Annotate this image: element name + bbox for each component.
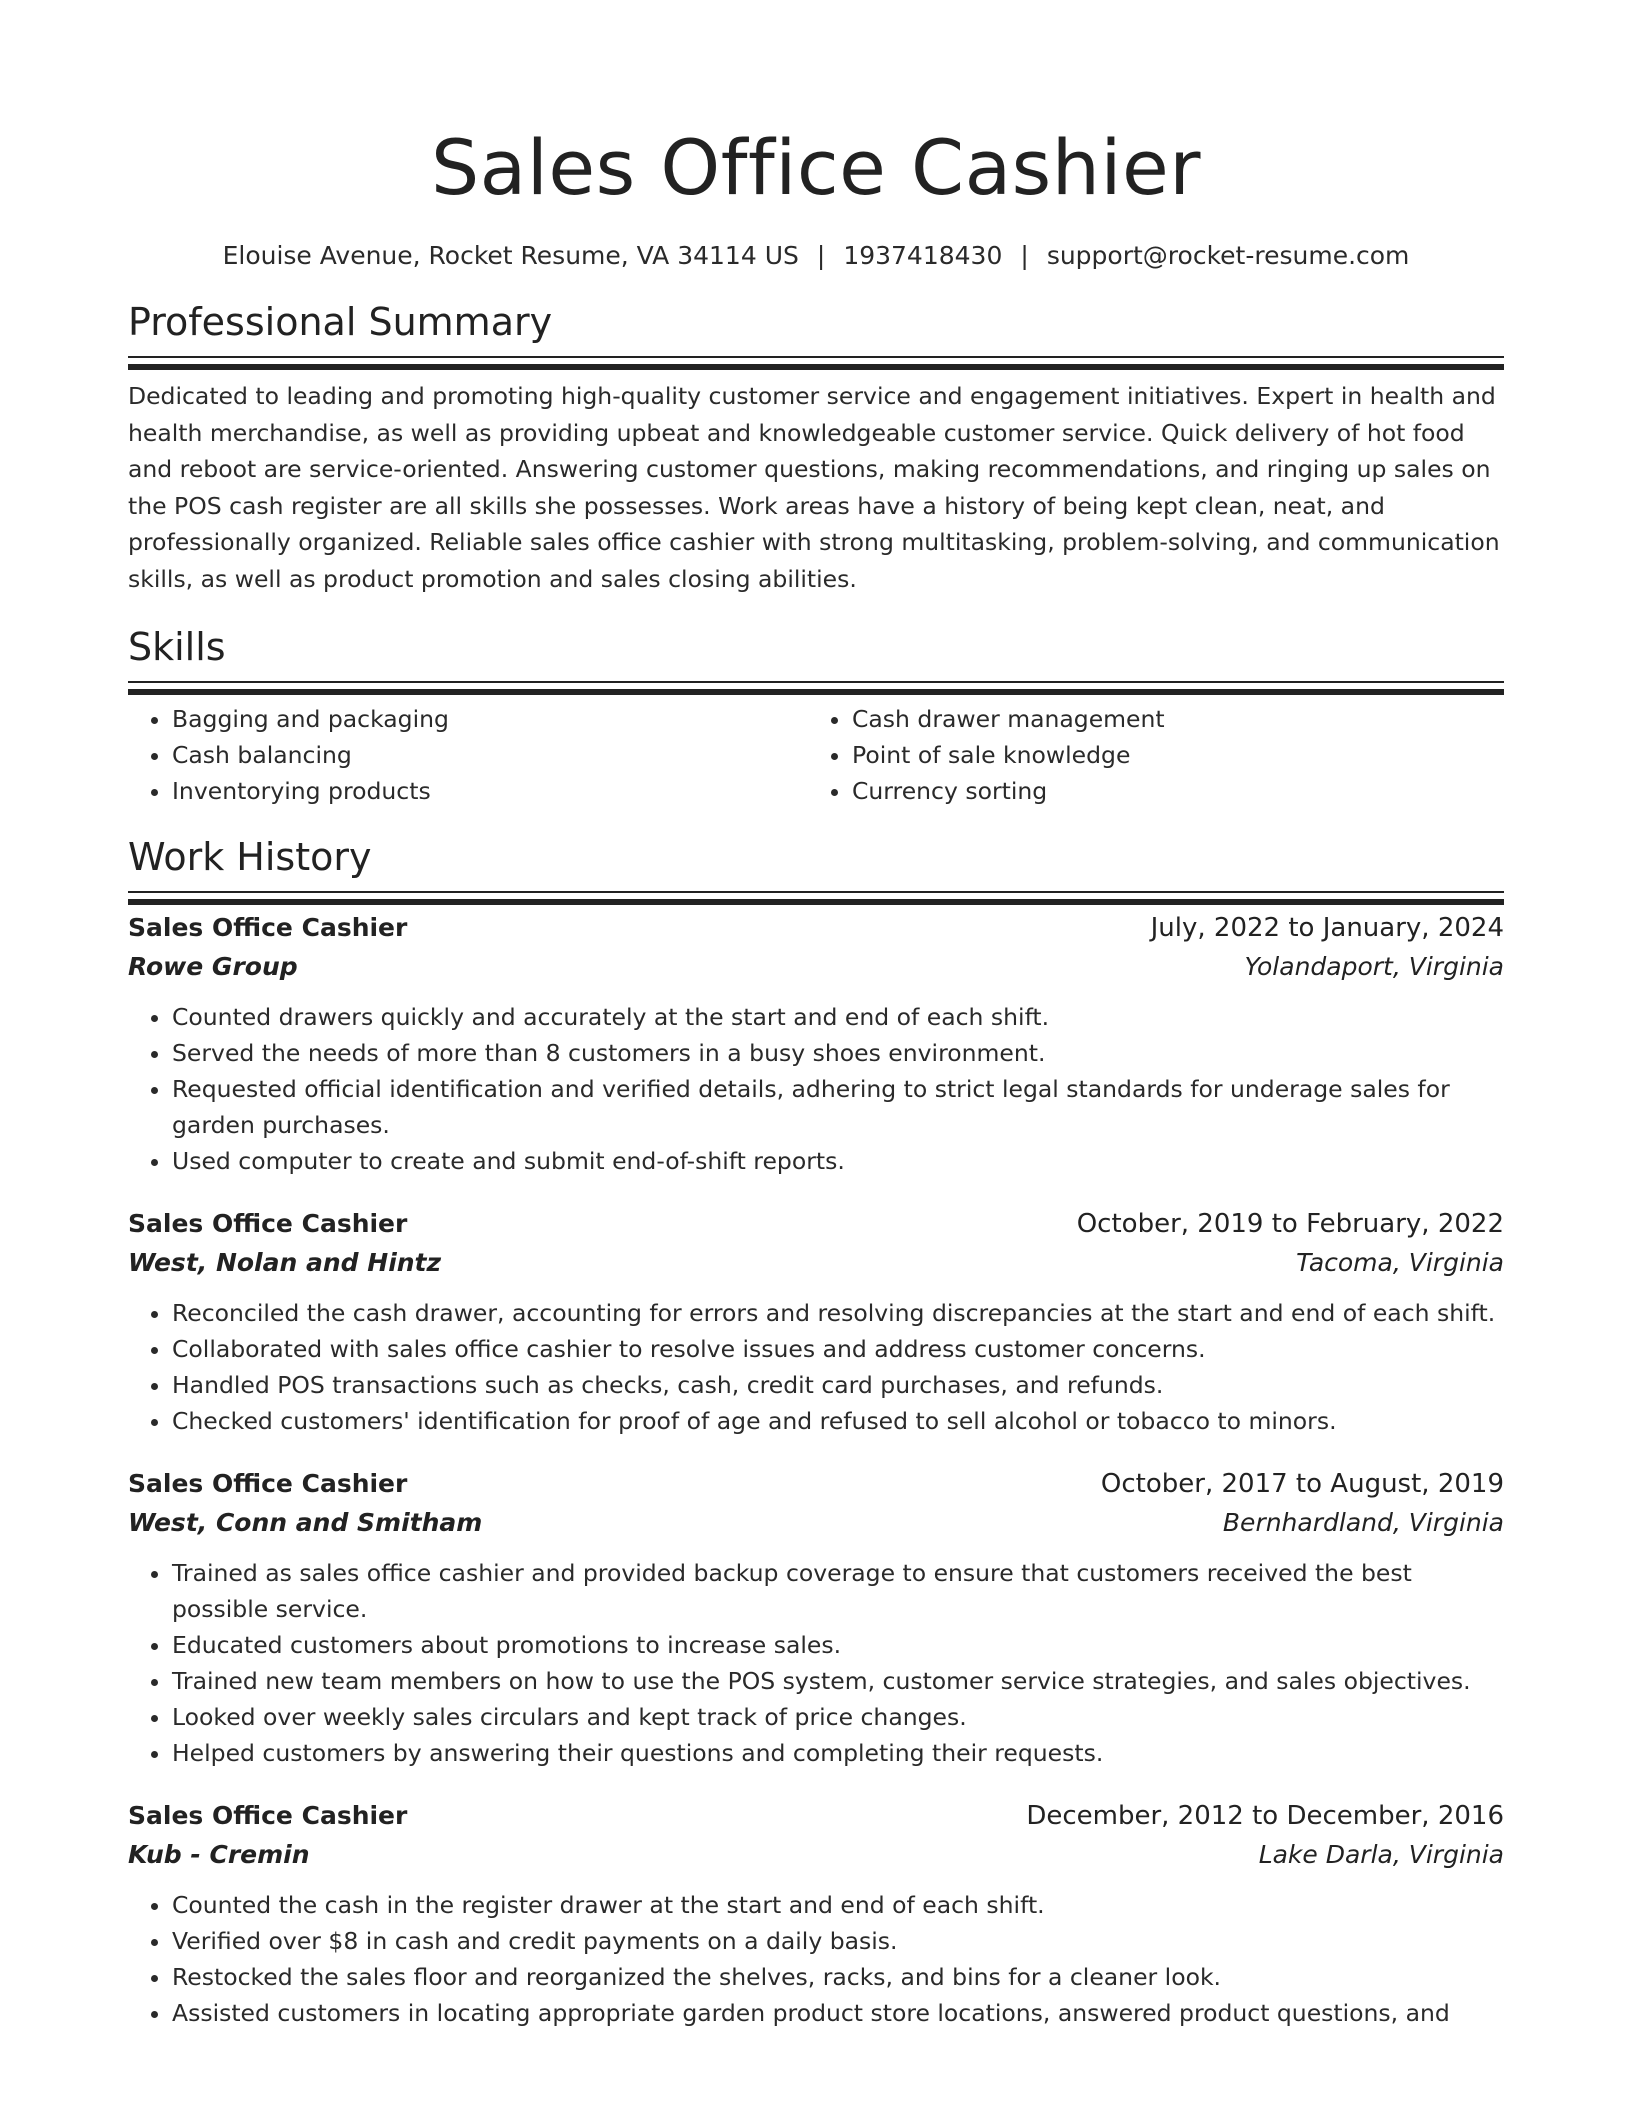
job-subheader <box>128 947 1504 987</box>
job-duties <box>128 999 1504 1179</box>
job-duty: • Verified over $8 in cash and credit payments on a daily basis. <box>172 1923 1504 1959</box>
job-duty: • Checked customers' identification for proof of age and refused to sell alcohol or tobacco to minors. <box>172 1403 1504 1439</box>
skill-item: • Inventorying products <box>172 773 808 809</box>
job-duty: • Assisted customers in locating appropriate garden product store locations, answered product questions, and <box>172 1995 1504 2031</box>
job-duty: • Counted drawers quickly and accurately at the start and end of each shift. <box>172 999 1504 1035</box>
job-duties <box>128 1295 1504 1439</box>
skills-section <box>128 623 1504 809</box>
summary-section <box>128 298 1504 597</box>
skill-item: • Bagging and packaging <box>172 701 808 737</box>
job-header <box>128 1465 1504 1503</box>
section-divider <box>128 891 1504 893</box>
section-divider <box>128 356 1504 358</box>
job-duty: • Restocked the sales floor and reorganized the shelves, racks, and bins for a cleaner look. <box>172 1959 1504 1995</box>
contact-separator: | <box>1020 241 1029 270</box>
job-duty: • Requested official identification and verified details, adhering to strict legal standards for underage sales for garden purchases. <box>172 1071 1504 1143</box>
resume-page <box>128 0 1504 2031</box>
job-duty: • Handled POS transactions such as checks, cash, credit card purchases, and refunds. <box>172 1367 1504 1403</box>
skill-item: • Cash drawer management <box>852 701 1488 737</box>
job-header <box>128 1205 1504 1243</box>
contact-email: support@rocket-resume.com <box>1046 241 1410 270</box>
job-duty: • Counted the cash in the register drawer at the start and end of each shift. <box>172 1887 1504 1923</box>
job-subheader <box>128 1835 1504 1875</box>
job-location: Yolandaport, Virginia <box>1244 952 1504 981</box>
job-location: Bernhardland, Virginia <box>1222 1508 1504 1537</box>
resume-name: Sales Office Cashier <box>430 123 1202 212</box>
job-duties <box>128 1887 1504 2031</box>
job-subheader <box>128 1243 1504 1283</box>
job-duty: • Educated customers about promotions to increase sales. <box>172 1627 1504 1663</box>
work-section <box>128 833 1504 2031</box>
skills-heading: Skills <box>128 625 226 669</box>
job-company: Kub - Cremin <box>128 1840 310 1869</box>
skills-column-left <box>128 701 808 809</box>
summary-text: Dedicated to leading and promoting high-quality customer service and engagement initiatives. Expert in health and health merchandise, as well as providing upbeat and knowledgeable customer service. Quick delivery of hot food and reboot are service-oriented. Answering customer questions, making recommendations, and ringing up sales on the POS cash register are all skills she possesses. Work areas have a history of being kept clean, neat, and professionally organized. Reliable sales office cashier with strong multitasking, problem-solving, and communication skills, as well as product promotion and sales closing abilities. <box>128 382 1500 593</box>
skill-item: • Currency sorting <box>852 773 1488 809</box>
job-location: Lake Darla, Virginia <box>1258 1840 1504 1869</box>
job-subheader <box>128 1503 1504 1543</box>
skills-column-right <box>808 701 1488 809</box>
job-entry <box>128 1797 1504 2031</box>
job-dates: July, 2022 to January, 2024 <box>1150 913 1504 943</box>
job-duty: • Trained new team members on how to use the POS system, customer service strategies, and sales objectives. <box>172 1663 1504 1699</box>
job-entry <box>128 1465 1504 1771</box>
job-header <box>128 909 1504 947</box>
job-duty: • Reconciled the cash drawer, accounting for errors and resolving discrepancies at the start and end of each shift. <box>172 1295 1504 1331</box>
job-entry <box>128 1205 1504 1439</box>
job-dates: December, 2012 to December, 2016 <box>1026 1801 1504 1831</box>
job-title: Sales Office Cashier <box>128 1209 408 1238</box>
job-title: Sales Office Cashier <box>128 913 408 942</box>
section-divider <box>128 681 1504 683</box>
job-location: Tacoma, Virginia <box>1296 1248 1504 1277</box>
skills-list <box>128 701 1504 809</box>
job-title: Sales Office Cashier <box>128 1801 408 1830</box>
work-heading: Work History <box>128 835 372 879</box>
contact-separator: | <box>816 241 826 270</box>
contact-line <box>128 240 1504 272</box>
job-duty: • Served the needs of more than 8 customers in a busy shoes environment. <box>172 1035 1504 1071</box>
job-dates: October, 2019 to February, 2022 <box>1076 1209 1504 1239</box>
skill-item: • Cash balancing <box>172 737 808 773</box>
summary-heading: Professional Summary <box>128 300 553 344</box>
job-dates: October, 2017 to August, 2019 <box>1100 1469 1504 1499</box>
job-duty: • Used computer to create and submit end-of-shift reports. <box>172 1143 1504 1179</box>
job-duty: • Collaborated with sales office cashier to resolve issues and address customer concerns. <box>172 1331 1504 1367</box>
skill-item: • Point of sale knowledge <box>852 737 1488 773</box>
job-duty: • Trained as sales office cashier and provided backup coverage to ensure that customers received the best possible service. <box>172 1555 1504 1627</box>
job-duties <box>128 1555 1504 1771</box>
job-duty: • Helped customers by answering their questions and completing their requests. <box>172 1735 1504 1771</box>
job-title: Sales Office Cashier <box>128 1469 408 1498</box>
job-company: West, Nolan and Hintz <box>128 1248 442 1277</box>
job-duty: • Looked over weekly sales circulars and kept track of price changes. <box>172 1699 1504 1735</box>
contact-address: Elouise Avenue, Rocket Resume, VA 34114 US <box>222 241 799 270</box>
job-company: West, Conn and Smitham <box>128 1508 483 1537</box>
contact-phone: 1937418430 <box>843 241 1003 270</box>
job-entry <box>128 909 1504 1179</box>
job-company: Rowe Group <box>128 952 298 981</box>
job-header <box>128 1797 1504 1835</box>
